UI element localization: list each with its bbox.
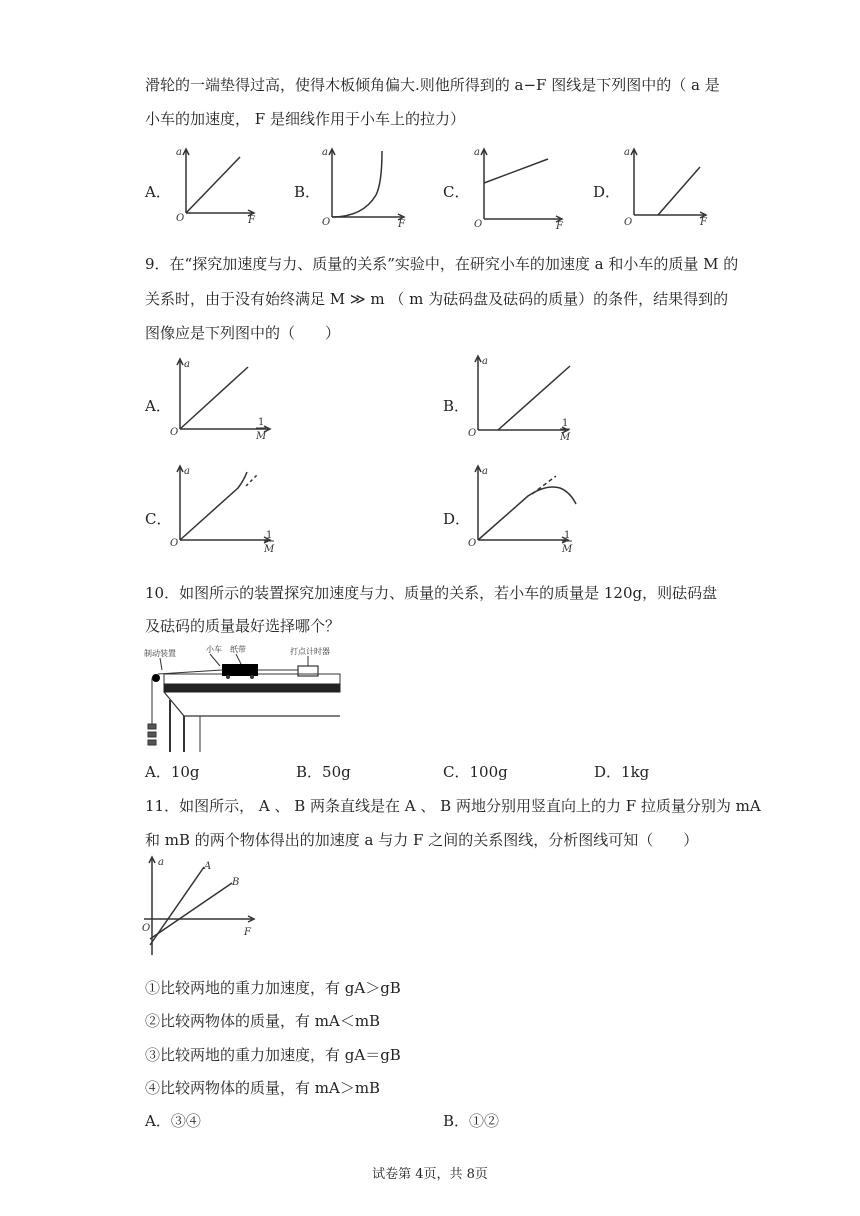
q9-option-d-label[interactable]: D． bbox=[443, 510, 471, 528]
svg-text:a: a bbox=[322, 147, 328, 158]
svg-text:O: O bbox=[474, 219, 483, 230]
svg-text:O: O bbox=[322, 217, 331, 228]
q9-option-a-label[interactable]: A． bbox=[145, 397, 171, 415]
q8-option-b-label[interactable]: B． bbox=[294, 183, 321, 201]
q11-text-line2: 和 mB 的两个物体得出的加速度 a 与力 F 之间的关系图线，分析图线可知（ ） bbox=[145, 831, 699, 849]
svg-text:M: M bbox=[264, 544, 275, 555]
q9-graph-c bbox=[168, 462, 288, 557]
q10-option-a[interactable]: A．10g bbox=[145, 763, 200, 781]
svg-text:a: a bbox=[176, 147, 182, 158]
svg-text:O: O bbox=[142, 923, 151, 934]
svg-text:a: a bbox=[482, 356, 488, 367]
q11-option-a[interactable]: A．③④ bbox=[145, 1112, 201, 1130]
svg-text:a: a bbox=[184, 466, 190, 477]
q8-graph-c bbox=[470, 145, 570, 230]
q10-option-b[interactable]: B．50g bbox=[296, 763, 351, 781]
svg-text:M: M bbox=[562, 544, 573, 555]
q11-statement-1: ①比较两地的重力加速度，有 gA＞gB bbox=[145, 979, 401, 997]
q9-graph-b bbox=[466, 352, 586, 447]
q8-graph-a bbox=[172, 145, 262, 225]
svg-text:O: O bbox=[468, 538, 477, 549]
svg-text:O: O bbox=[170, 538, 179, 549]
svg-text:B: B bbox=[232, 877, 240, 888]
q8-option-a-label[interactable]: A． bbox=[145, 183, 171, 201]
q11-graph bbox=[140, 855, 260, 965]
svg-text:F: F bbox=[700, 217, 707, 228]
svg-text:a: a bbox=[158, 857, 164, 868]
q10-option-c[interactable]: C．100g bbox=[443, 763, 508, 781]
q8-graph-d bbox=[620, 145, 715, 230]
svg-text:纸带: 纸带 bbox=[230, 645, 246, 654]
svg-text:小车: 小车 bbox=[206, 645, 222, 654]
q10-option-d[interactable]: D．1kg bbox=[594, 763, 650, 781]
q10-apparatus-figure bbox=[140, 644, 345, 754]
svg-text:a: a bbox=[474, 147, 480, 158]
svg-text:M: M bbox=[256, 431, 267, 442]
svg-text:a: a bbox=[184, 359, 190, 370]
svg-text:A: A bbox=[204, 861, 212, 872]
q11-statement-4: ④比较两物体的质量，有 mA＞mB bbox=[145, 1079, 381, 1097]
q11-text-line1: 11．如图所示， A 、 B 两条直线是在 A 、 B 两地分别用竖直向上的力 F 拉质量分别为 mA bbox=[145, 797, 761, 815]
q9-graph-a bbox=[168, 355, 288, 445]
svg-text:F: F bbox=[244, 927, 251, 938]
q10-text-line2: 及砝码的质量最好选择哪个？ bbox=[145, 617, 341, 635]
q11-statement-2: ②比较两物体的质量，有 mA＜mB bbox=[145, 1012, 381, 1030]
q11-statement-3: ③比较两地的重力加速度，有 gA＝gB bbox=[145, 1046, 401, 1064]
page-footer: 试卷第 4页，共 8页 bbox=[372, 1167, 488, 1182]
svg-text:a: a bbox=[482, 466, 488, 477]
q11-option-b[interactable]: B．①② bbox=[443, 1112, 500, 1130]
svg-text:M: M bbox=[560, 432, 571, 443]
svg-text:F: F bbox=[248, 215, 255, 226]
svg-text:1: 1 bbox=[266, 530, 273, 541]
svg-text:1: 1 bbox=[564, 530, 571, 541]
svg-text:O: O bbox=[170, 427, 179, 438]
svg-text:a: a bbox=[624, 147, 630, 158]
q8-graph-b bbox=[318, 145, 413, 230]
q9-graph-d bbox=[466, 462, 596, 557]
q8-text-line2: 小车的加速度， F 是细线作用于小车上的拉力） bbox=[145, 110, 465, 128]
q10-text-line1: 10．如图所示的装置探究加速度与力、质量的关系，若小车的质量是 120g，则砝码盘 bbox=[145, 584, 718, 602]
q8-option-d-label[interactable]: D． bbox=[593, 183, 621, 201]
svg-text:1: 1 bbox=[562, 418, 569, 429]
svg-text:O: O bbox=[176, 213, 185, 224]
svg-text:F: F bbox=[398, 219, 405, 230]
q9-text-line1: 9．在“探究加速度与力、质量的关系”实验中，在研究小车的加速度 a 和小车的质量 M 的 bbox=[145, 255, 739, 273]
q9-text-line2: 关系时，由于没有始终满足 M ≫ m （ m 为砝码盘及砝码的质量）的条件，结果得到的 bbox=[145, 290, 729, 308]
svg-text:O: O bbox=[468, 428, 477, 439]
q9-option-b-label[interactable]: B． bbox=[443, 397, 470, 415]
svg-text:制动装置: 制动装置 bbox=[144, 649, 176, 658]
q9-text-line3: 图像应是下列图中的（ ） bbox=[145, 324, 341, 342]
svg-text:O: O bbox=[624, 217, 633, 228]
svg-text:1: 1 bbox=[258, 417, 265, 428]
q9-option-c-label[interactable]: C． bbox=[145, 510, 172, 528]
q8-text-line1: 滑轮的一端垫得过高，使得木板倾角偏大.则他所得到的 a−F 图线是下列图中的（ a 是 bbox=[145, 76, 720, 94]
svg-text:打点计时器: 打点计时器 bbox=[290, 647, 330, 656]
q8-option-c-label[interactable]: C． bbox=[443, 183, 470, 201]
svg-text:F: F bbox=[556, 221, 563, 232]
